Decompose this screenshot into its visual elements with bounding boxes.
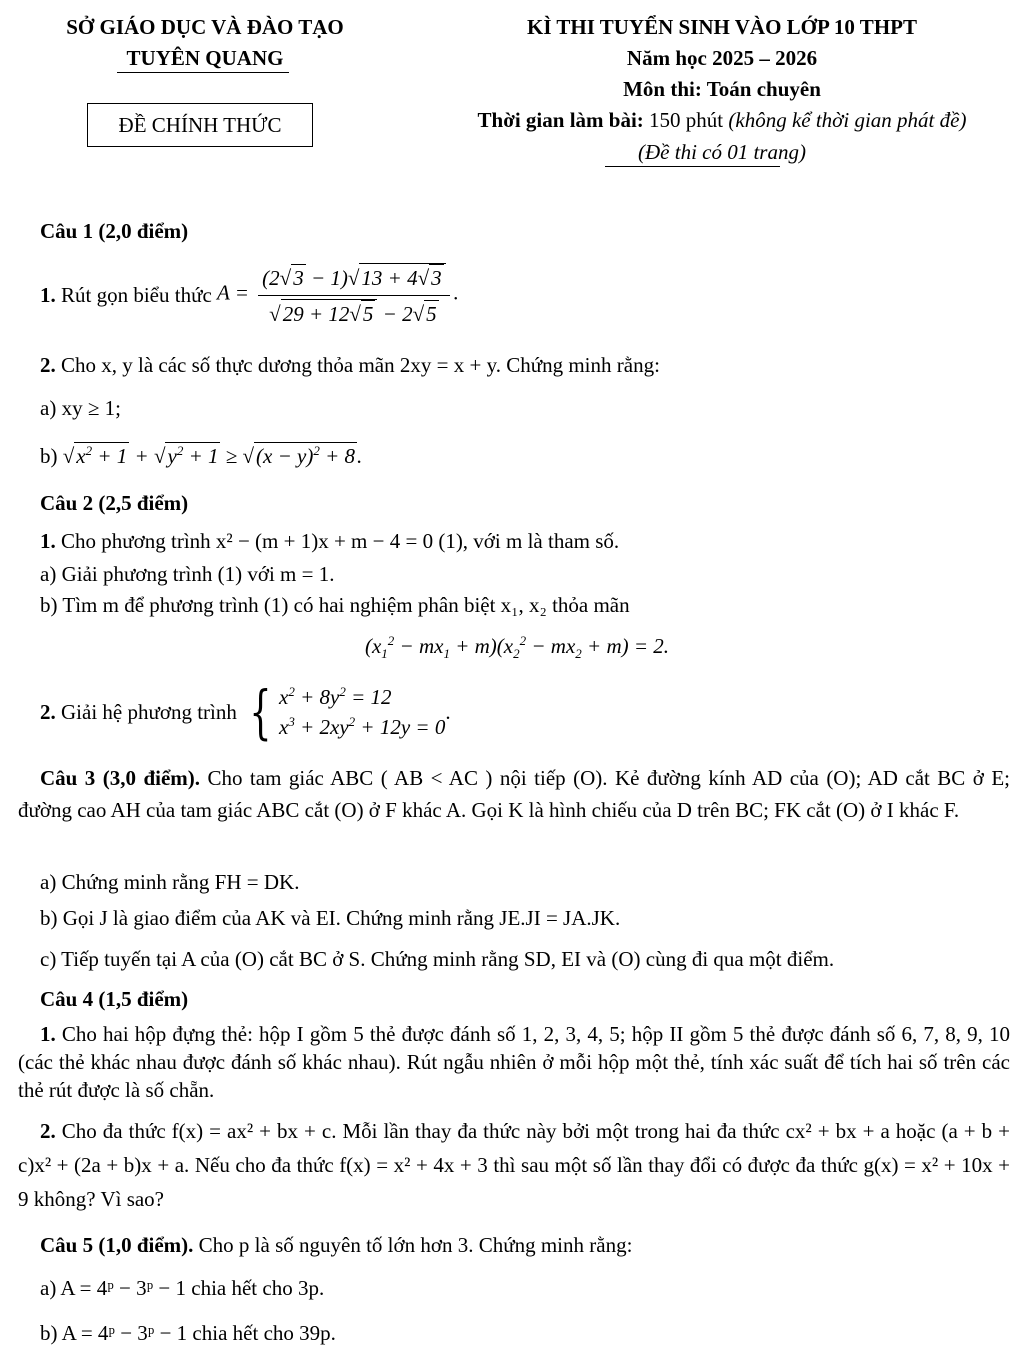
q3-title: Câu 3 (3,0 điểm). — [40, 766, 201, 790]
q4-part1 — [18, 1020, 1010, 1104]
q4-part1-text: Cho hai hộp đựng thẻ: hộp I gồm 5 thẻ được đánh số 1, 2, 3, 4, 5; hộp II gồm 5 thẻ được đánh số 6, 7, 8, 9, 10 (các thẻ khác nhau được đánh số khác nhau). Rút ngẫu nhiên ở mỗi hộp một thẻ, tính xác suất để tích hai số trên các thẻ rút được là số chẵn. — [18, 1022, 1010, 1102]
q1-part1-number: 1. — [40, 282, 56, 307]
q3-a: a) Chứng minh rằng FH = DK. — [40, 870, 300, 894]
q1-a: a) xy ≥ 1; — [40, 396, 121, 420]
q2-part2: 2. Giải hệ phương trình { $x^2 + 8y^2 = 12$ $x^3 + 2xy^2 + 12y = 0$ . — [40, 678, 451, 746]
q1-b-label: b) — [40, 444, 58, 468]
province-name: TUYÊN QUANG — [126, 46, 284, 70]
q2-a: a) Giải phương trình (1) với m = 1. — [40, 562, 335, 586]
q2-b: b) Tìm m để phương trình (1) có hai nghiệm phân biệt x₁, x₂ thỏa mãn — [40, 593, 630, 617]
q3-paragraph — [18, 762, 1010, 826]
time-label: Thời gian làm bài: — [477, 108, 644, 132]
q5-text: Cho p là số nguyên tố lớn hơn 3. Chứng minh rằng: — [198, 1233, 633, 1257]
q4-part2-number: 2. — [40, 1119, 56, 1143]
official-label: ĐỀ CHÍNH THỨC — [118, 112, 282, 137]
official-box — [87, 103, 313, 147]
q2-title: Câu 2 (2,5 điểm) — [40, 491, 189, 515]
q3-text: Cho tam giác ABC ( AB < AC ) nội tiếp (O). Kẻ đường kính AD của (O); AD cắt BC ở E; đường cao AH của tam giác ABC cắt (O) ở F khác A. Gọi K là hình chiếu của D trên BC; FK cắt (O) ở I khác F. — [18, 766, 1010, 822]
q1-part2-number: 2. — [40, 353, 56, 377]
school-year: Năm học 2025 – 2026 — [626, 46, 818, 70]
q1-b — [40, 442, 362, 469]
department-name: SỞ GIÁO DỤC VÀ ĐÀO TẠO — [66, 15, 344, 39]
q5-b: b) A = 4ᵖ − 3ᵖ − 1 chia hết cho 39p. — [40, 1321, 336, 1345]
q1-part2 — [40, 352, 660, 378]
q4-part2-text: Cho đa thức f(x) = ax² + bx + c. Mỗi lần thay đa thức này bởi một trong hai đa thức cx² + bx + a hoặc (a + b + c)x² + (2a + b)x + a. Nếu cho đa thức f(x) = x² + 4x + 3 thì sau một số lần thay đổi có được đa thức g(x) = x² + 10x + 9 không? Vì sao? — [18, 1119, 1010, 1211]
q1-formula: A = $\frac{(2√3 - 1)√13 + 4√3}{√29 + 12√5 - 2√5}$ . — [217, 263, 459, 327]
q1-title: Câu 1 (2,0 điểm) — [40, 219, 189, 243]
header-underline-left — [117, 72, 289, 73]
time-line — [410, 107, 1034, 133]
subject: Môn thi: Toán chuyên — [623, 77, 821, 101]
q5-intro — [40, 1232, 632, 1258]
q5-a: a) A = 4ᵖ − 3ᵖ − 1 chia hết cho 3p. — [40, 1276, 325, 1300]
time-value: 150 phút — [649, 108, 724, 132]
q2-part1-text: Cho phương trình x² − (m + 1)x + m − 4 = 0 (1), với m là tham số. — [61, 529, 620, 553]
q3-c: c) Tiếp tuyến tại A của (O) cắt BC ở S. Chứng minh rằng SD, EI và (O) cùng đi qua một điểm. — [40, 947, 835, 971]
q2-system — [279, 682, 445, 743]
q4-part1-number: 1. — [40, 1022, 56, 1046]
q1-part2-text: Cho x, y là các số thực dương thỏa mãn 2xy = x + y. Chứng minh rằng: — [61, 353, 660, 377]
q4-title: Câu 4 (1,5 điểm) — [40, 987, 189, 1011]
q2-part1-number: 1. — [40, 529, 56, 553]
page-count: (Đề thi có 01 trang) — [638, 140, 806, 164]
header-underline-right — [605, 166, 780, 167]
time-note: (không kể thời gian phát đề) — [728, 108, 967, 132]
q2-eq2: $x^3 + 2xy^2 + 12y = 0$ — [279, 714, 446, 739]
q2-part2-text: Giải hệ phương trình — [61, 699, 237, 724]
q2-eq1: $x^2 + 8y^2 = 12$ — [279, 683, 392, 709]
q5-title: Câu 5 (1,0 điểm). — [40, 1233, 194, 1257]
q2-part1 — [40, 528, 619, 554]
exam-title: KÌ THI TUYỂN SINH VÀO LỚP 10 THPT — [527, 15, 917, 39]
q4-part2 — [18, 1114, 1010, 1216]
q1-part1-text: Rút gọn biểu thức — [61, 282, 212, 307]
q1-part1 — [40, 250, 459, 340]
q3-b: b) Gọi J là giao điểm của AK và EI. Chứng minh rằng JE.JI = JA.JK. — [40, 906, 621, 930]
q2-part2-number: 2. — [40, 699, 56, 724]
q1-b-formula: $√x^2 + 1 + √y^2 + 1 \ge √(x - y)^2 + 8$. — [62, 443, 363, 468]
q2-b-condition: $(x_1^2 - mx_1 + m)(x_2^2 - mx_2 + m) = 2$. — [364, 633, 670, 662]
q2-system-brace: { — [249, 678, 272, 746]
